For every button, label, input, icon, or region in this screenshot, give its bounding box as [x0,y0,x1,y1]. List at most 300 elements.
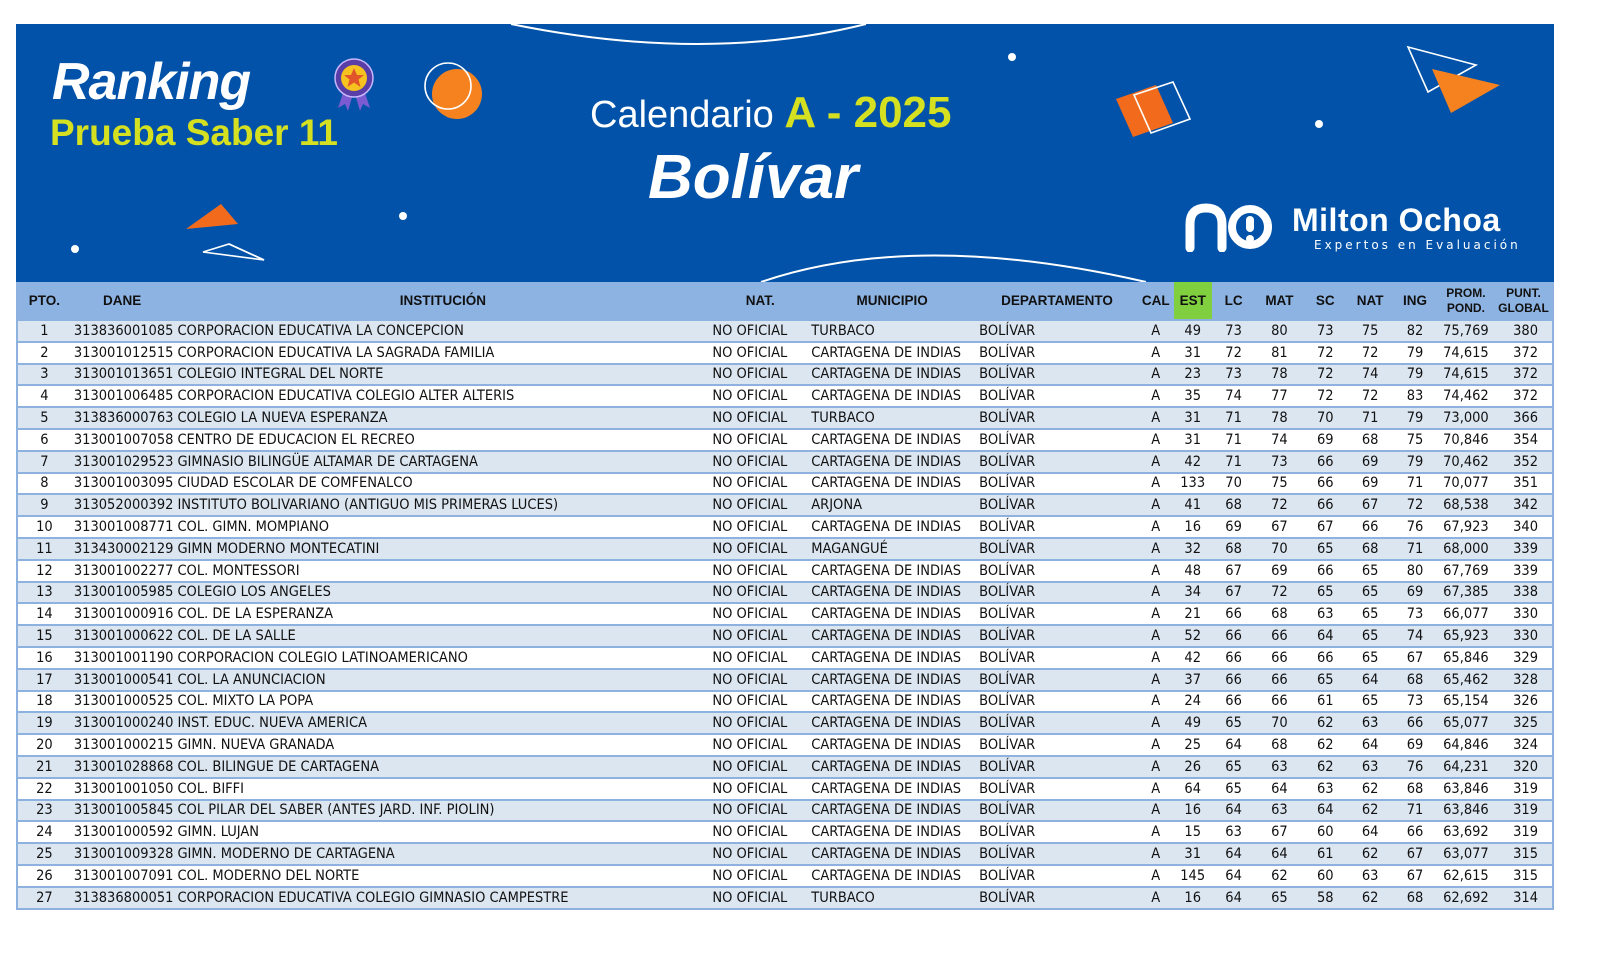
mat-cell: 77 [1271,388,1288,405]
lc-cell: 70 [1225,475,1242,492]
cal-cell: A [1151,322,1161,339]
dane-cell: 313001002277 [73,562,174,579]
table-row[interactable] [17,887,1553,909]
punt-global-cell: 319 [1513,824,1538,841]
prom-pond-cell: 74,615 [1443,344,1489,361]
mat-cell: 67 [1271,519,1288,536]
mat-cell: 66 [1271,628,1288,645]
nat-cell: NO OFICIAL [712,824,788,841]
nat-score-cell: 64 [1361,737,1379,754]
col-nat[interactable]: NAT. [745,293,775,308]
mat-cell: 72 [1271,584,1288,601]
rank-cell: 7 [40,453,49,470]
prom-pond-cell: 63,692 [1443,824,1489,841]
nat-score-cell: 62 [1361,802,1379,819]
punt-global-cell: 351 [1513,475,1538,492]
prom-pond-cell: 62,692 [1443,889,1489,906]
col-punt-line1: PUNT. [1506,285,1541,300]
departamento-cell: BOLÍVAR [979,606,1036,623]
cal-cell: A [1151,737,1161,754]
est-cell: 31 [1184,344,1201,361]
institution-cell: COL. MONTESSORI [177,562,300,579]
lc-cell: 64 [1225,802,1242,819]
mat-cell: 70 [1271,540,1288,557]
table-row[interactable] [17,712,1553,734]
table-row[interactable] [17,625,1553,647]
lc-cell: 64 [1225,867,1242,884]
institution-cell: COL. BILINGUE DE CARTAGENA [177,758,380,775]
municipio-cell: CARTAGENA DE INDIAS [811,758,962,775]
nat-cell: NO OFICIAL [712,737,788,754]
ing-cell: 79 [1406,366,1424,383]
cal-cell: A [1151,475,1161,492]
col-prom-line2: POND. [1446,300,1485,315]
ing-cell: 79 [1406,410,1424,427]
lc-cell: 64 [1225,846,1242,863]
ing-cell: 72 [1406,497,1424,514]
col-sc[interactable]: SC [1315,293,1335,308]
sc-cell: 62 [1316,737,1334,754]
nat-cell: NO OFICIAL [712,562,788,579]
ing-cell: 71 [1406,475,1424,492]
col-cal[interactable]: CAL [1141,293,1170,308]
municipio-cell: MAGANGUÉ [811,540,888,557]
departamento-cell: BOLÍVAR [979,388,1036,405]
table-row[interactable] [17,691,1553,713]
prom-pond-cell: 64,846 [1443,737,1489,754]
col-punt-global[interactable] [1495,282,1553,320]
institution-cell: CORPORACION COLEGIO LATINOAMERICANO [177,649,468,666]
table-row[interactable] [17,843,1553,865]
mat-cell: 73 [1271,453,1288,470]
sc-cell: 61 [1316,693,1334,710]
ing-cell: 68 [1406,780,1424,797]
col-nat-ciencias[interactable]: NAT [1356,293,1384,308]
rank-cell: 22 [36,780,53,797]
cal-cell: A [1151,431,1161,448]
ranking-title: Ranking [52,53,251,111]
cal-cell: A [1151,715,1161,732]
est-cell: 16 [1184,889,1201,906]
ing-cell: 79 [1406,453,1424,470]
calendar-value: A - 2025 [784,88,952,137]
nat-score-cell: 65 [1361,628,1379,645]
cal-cell: A [1151,671,1161,688]
lc-cell: 66 [1225,693,1242,710]
nat-score-cell: 65 [1361,649,1379,666]
est-cell: 48 [1184,562,1201,579]
lc-cell: 69 [1225,519,1242,536]
departamento-cell: BOLÍVAR [979,693,1036,710]
prom-pond-cell: 75,769 [1443,322,1489,339]
prom-pond-cell: 65,923 [1443,628,1489,645]
col-est[interactable]: EST [1174,282,1212,320]
nat-score-cell: 65 [1361,584,1379,601]
departamento-cell: BOLÍVAR [979,519,1036,536]
municipio-cell: CARTAGENA DE INDIAS [811,649,962,666]
ing-cell: 69 [1406,737,1424,754]
departamento-cell: BOLÍVAR [979,431,1036,448]
prom-pond-cell: 74,615 [1443,366,1489,383]
punt-global-cell: 340 [1513,519,1538,536]
cal-cell: A [1151,606,1161,623]
municipio-cell: CARTAGENA DE INDIAS [811,453,962,470]
rank-cell: 12 [36,562,53,579]
departamento-cell: BOLÍVAR [979,824,1036,841]
est-cell: 49 [1184,322,1201,339]
institution-cell: COL. LA ANUNCIACION [177,671,326,688]
punt-global-cell: 372 [1513,366,1538,383]
municipio-cell: CARTAGENA DE INDIAS [811,693,962,710]
mat-cell: 62 [1271,867,1288,884]
rank-cell: 14 [36,606,53,623]
mat-cell: 66 [1271,671,1288,688]
prom-pond-cell: 74,462 [1443,388,1489,405]
est-cell: 23 [1184,366,1201,383]
col-dane[interactable]: DANE [103,293,142,308]
punt-global-cell: 329 [1513,649,1538,666]
sc-cell: 72 [1316,388,1334,405]
prom-pond-cell: 70,462 [1443,453,1489,470]
institution-cell: GIMNASIO BILINGÜE ALTAMAR DE CARTAGENA [177,453,478,470]
institution-cell: GIMN MODERNO MONTECATINI [177,540,380,557]
punt-global-cell: 339 [1513,540,1538,557]
table-row[interactable] [17,473,1553,495]
est-cell: 35 [1184,388,1201,405]
mat-cell: 63 [1271,802,1288,819]
est-cell: 37 [1184,671,1201,688]
ing-cell: 76 [1406,519,1424,536]
nat-cell: NO OFICIAL [712,519,788,536]
institution-cell: COL. BIFFI [177,780,245,797]
col-ing[interactable]: ING [1403,293,1428,308]
mat-cell: 78 [1271,366,1288,383]
ranking-table [16,282,1554,910]
prom-pond-cell: 63,077 [1443,846,1489,863]
est-cell: 52 [1184,628,1201,645]
mat-cell: 65 [1271,889,1288,906]
rank-cell: 9 [40,497,49,514]
table-row[interactable] [17,821,1553,843]
table-row[interactable] [17,669,1553,691]
institution-cell: COLEGIO INTEGRAL DEL NORTE [177,366,384,383]
col-mat[interactable]: MAT [1265,293,1294,308]
institution-cell: COLEGIO LOS ANGELES [177,584,331,601]
nat-score-cell: 66 [1361,519,1379,536]
municipio-cell: TURBACO [811,889,875,906]
table-row[interactable] [17,407,1553,429]
nat-cell: NO OFICIAL [712,758,788,775]
institution-cell: CORPORACION EDUCATIVA LA CONCEPCION [177,322,464,339]
nat-cell: NO OFICIAL [712,497,788,514]
nat-cell: NO OFICIAL [712,867,788,884]
col-lc[interactable]: LC [1224,293,1243,308]
prueba-saber-subtitle: Prueba Saber 11 [50,112,338,153]
ing-cell: 67 [1406,649,1424,666]
nat-cell: NO OFICIAL [712,671,788,688]
departamento-cell: BOLÍVAR [979,780,1036,797]
nat-score-cell: 68 [1361,431,1379,448]
rank-cell: 5 [40,410,49,427]
institution-cell: CORPORACION EDUCATIVA COLEGIO ALTER ALTERIS [177,388,515,405]
col-prom-line1: PROM. [1446,285,1486,300]
municipio-cell: CARTAGENA DE INDIAS [811,715,962,732]
dane-cell: 313001005845 [73,802,174,819]
departamento-cell: BOLÍVAR [979,649,1036,666]
punt-global-cell: 380 [1513,322,1538,339]
dane-cell: 313836001085 [73,322,174,339]
nat-score-cell: 62 [1361,780,1379,797]
institution-cell: COLEGIO LA NUEVA ESPERANZA [177,410,388,427]
dane-cell: 313001000622 [73,628,174,645]
nat-score-cell: 65 [1361,693,1379,710]
dane-cell: 313836800051 [73,889,174,906]
rank-cell: 23 [36,802,53,819]
municipio-cell: CARTAGENA DE INDIAS [811,388,962,405]
nat-cell: NO OFICIAL [712,344,788,361]
punt-global-cell: 366 [1513,410,1538,427]
cal-cell: A [1151,780,1161,797]
prom-pond-cell: 70,077 [1443,475,1489,492]
dane-cell: 313836000763 [73,410,174,427]
rank-cell: 4 [40,388,49,405]
sc-cell: 60 [1316,867,1334,884]
sc-cell: 69 [1316,431,1334,448]
table-row[interactable] [17,560,1553,582]
punt-global-cell: 328 [1513,671,1538,688]
institution-cell: INSTITUTO BOLIVARIANO (ANTIGUO MIS PRIMERAS LUCES) [177,497,559,514]
nat-cell: NO OFICIAL [712,846,788,863]
table-row[interactable] [17,865,1553,887]
mat-cell: 68 [1271,737,1288,754]
punt-global-cell: 324 [1513,737,1538,754]
dane-cell: 313001012515 [73,344,174,361]
rank-cell: 8 [40,475,49,492]
departamento-cell: BOLÍVAR [979,475,1036,492]
milton-ochoa-logo-icon [1184,202,1284,252]
lc-cell: 72 [1225,344,1242,361]
sc-cell: 64 [1316,802,1334,819]
table-row[interactable] [17,364,1553,386]
col-departamento[interactable]: DEPARTAMENTO [1001,293,1113,308]
departamento-cell: BOLÍVAR [979,889,1036,906]
nat-score-cell: 72 [1361,388,1379,405]
municipio-cell: TURBACO [811,410,875,427]
sc-cell: 63 [1316,780,1334,797]
municipio-cell: CARTAGENA DE INDIAS [811,628,962,645]
table-row[interactable] [17,320,1553,342]
ing-cell: 75 [1406,431,1424,448]
est-cell: 31 [1184,431,1201,448]
rank-cell: 2 [40,344,49,361]
prom-pond-cell: 63,846 [1443,780,1489,797]
nat-score-cell: 65 [1361,606,1379,623]
prom-pond-cell: 68,000 [1443,540,1489,557]
dane-cell: 313001001190 [73,649,174,666]
table-row[interactable] [17,429,1553,451]
sc-cell: 60 [1316,824,1334,841]
nat-cell: NO OFICIAL [712,649,788,666]
award-badge-icon [330,56,378,112]
ing-cell: 71 [1406,802,1424,819]
departamento-cell: BOLÍVAR [979,540,1036,557]
cal-cell: A [1151,410,1161,427]
ing-cell: 76 [1406,758,1424,775]
est-cell: 26 [1184,758,1201,775]
ing-cell: 79 [1406,344,1424,361]
table-row[interactable] [17,582,1553,604]
ing-cell: 73 [1406,606,1424,623]
cal-cell: A [1151,344,1161,361]
table-row[interactable] [17,778,1553,800]
nat-score-cell: 64 [1361,671,1379,688]
nat-score-cell: 62 [1361,889,1379,906]
dane-cell: 313001005985 [73,584,174,601]
lc-cell: 73 [1225,322,1242,339]
mat-cell: 81 [1271,344,1288,361]
institution-cell: COL. GIMN. MOMPIANO [177,519,330,536]
est-cell: 21 [1184,606,1201,623]
table-row[interactable] [17,516,1553,538]
lc-cell: 64 [1225,737,1242,754]
institution-cell: COL. DE LA SALLE [177,628,296,645]
est-cell: 31 [1184,846,1201,863]
prom-pond-cell: 67,385 [1443,584,1489,601]
dane-cell: 313001006485 [73,388,174,405]
nat-score-cell: 75 [1361,322,1379,339]
nat-cell: NO OFICIAL [712,410,788,427]
prom-pond-cell: 65,462 [1443,671,1489,688]
departamento-cell: BOLÍVAR [979,344,1036,361]
table-row[interactable] [17,494,1553,516]
dane-cell: 313430002129 [73,540,174,557]
est-cell: 15 [1184,824,1201,841]
col-institucion[interactable]: INSTITUCIÓN [399,293,487,308]
nat-score-cell: 71 [1361,410,1379,427]
nat-cell: NO OFICIAL [712,606,788,623]
est-cell: 145 [1180,867,1206,884]
mat-cell: 67 [1271,824,1288,841]
mat-cell: 68 [1271,606,1288,623]
punt-global-cell: 352 [1513,453,1538,470]
punt-global-cell: 326 [1513,693,1538,710]
col-pto[interactable]: PTO. [28,293,61,308]
ing-cell: 82 [1406,322,1424,339]
sc-cell: 65 [1316,671,1334,688]
punt-global-cell: 325 [1513,715,1538,732]
est-cell: 31 [1184,410,1201,427]
dane-cell: 313001000592 [73,824,174,841]
dane-cell: 313001008771 [73,519,174,536]
cal-cell: A [1151,846,1161,863]
dane-cell: 313001003095 [73,475,174,492]
col-prom-pond[interactable] [1437,282,1495,320]
cal-cell: A [1151,824,1161,841]
municipio-cell: CARTAGENA DE INDIAS [811,519,962,536]
nat-cell: NO OFICIAL [712,584,788,601]
est-cell: 24 [1184,693,1201,710]
table-row[interactable] [17,800,1553,822]
nat-score-cell: 69 [1361,475,1379,492]
nat-score-cell: 62 [1361,846,1379,863]
nat-score-cell: 63 [1361,758,1379,775]
nat-score-cell: 67 [1361,497,1379,514]
table-row[interactable] [17,734,1553,756]
col-municipio[interactable]: MUNICIPIO [856,293,928,308]
table-row[interactable] [17,538,1553,560]
ing-cell: 68 [1406,671,1424,688]
lc-cell: 64 [1225,889,1242,906]
dane-cell: 313001028868 [73,758,174,775]
municipio-cell: CARTAGENA DE INDIAS [811,737,962,754]
col-punt-line2: GLOBAL [1498,300,1549,315]
table-row[interactable] [17,647,1553,669]
nat-score-cell: 68 [1361,540,1379,557]
brand-name: Milton Ochoa [1292,202,1501,238]
nat-score-cell: 72 [1361,344,1379,361]
nat-cell: NO OFICIAL [712,628,788,645]
rank-cell: 24 [36,824,53,841]
est-cell: 25 [1184,737,1201,754]
mat-cell: 64 [1271,780,1288,797]
table-row[interactable] [17,603,1553,625]
prom-pond-cell: 64,231 [1443,758,1489,775]
prom-pond-cell: 65,846 [1443,649,1489,666]
prom-pond-cell: 70,846 [1443,431,1489,448]
nat-cell: NO OFICIAL [712,540,788,557]
dane-cell: 313001009328 [73,846,174,863]
rank-cell: 10 [36,519,53,536]
departamento-cell: BOLÍVAR [979,497,1036,514]
departamento-cell: BOLÍVAR [979,410,1036,427]
institution-cell: COL. MIXTO LA POPA [177,693,314,710]
departamento-cell: BOLÍVAR [979,366,1036,383]
dane-cell: 313001007091 [73,867,174,884]
prom-pond-cell: 62,615 [1443,867,1489,884]
table-row[interactable] [17,451,1553,473]
lc-cell: 68 [1225,497,1242,514]
ing-cell: 69 [1406,584,1424,601]
punt-global-cell: 315 [1513,867,1538,884]
departamento-cell: BOLÍVAR [979,453,1036,470]
municipio-cell: CARTAGENA DE INDIAS [811,606,962,623]
sc-cell: 62 [1316,758,1334,775]
rank-cell: 17 [36,671,53,688]
mat-cell: 80 [1271,322,1288,339]
rank-cell: 25 [36,846,53,863]
departamento-cell: BOLÍVAR [979,737,1036,754]
ing-cell: 66 [1406,715,1424,732]
punt-global-cell: 319 [1513,802,1538,819]
table-row[interactable] [17,756,1553,778]
institution-cell: COL PILAR DEL SABER (ANTES JARD. INF. PIOLIN) [177,802,495,819]
departamento-cell: BOLÍVAR [979,846,1036,863]
table-row[interactable] [17,385,1553,407]
est-cell: 64 [1184,780,1201,797]
nat-score-cell: 63 [1361,867,1379,884]
est-cell: 34 [1184,584,1201,601]
lc-cell: 67 [1225,584,1242,601]
nat-cell: NO OFICIAL [712,322,788,339]
institution-cell: CORPORACION EDUCATIVA COLEGIO GIMNASIO CAMPESTRE [177,889,569,906]
rank-cell: 21 [36,758,53,775]
institution-cell: CORPORACION EDUCATIVA LA SAGRADA FAMILIA [177,344,495,361]
nat-cell: NO OFICIAL [712,802,788,819]
institution-cell: COL. DE LA ESPERANZA [177,606,334,623]
punt-global-cell: 339 [1513,562,1538,579]
table-row[interactable] [17,342,1553,364]
lc-cell: 66 [1225,649,1242,666]
